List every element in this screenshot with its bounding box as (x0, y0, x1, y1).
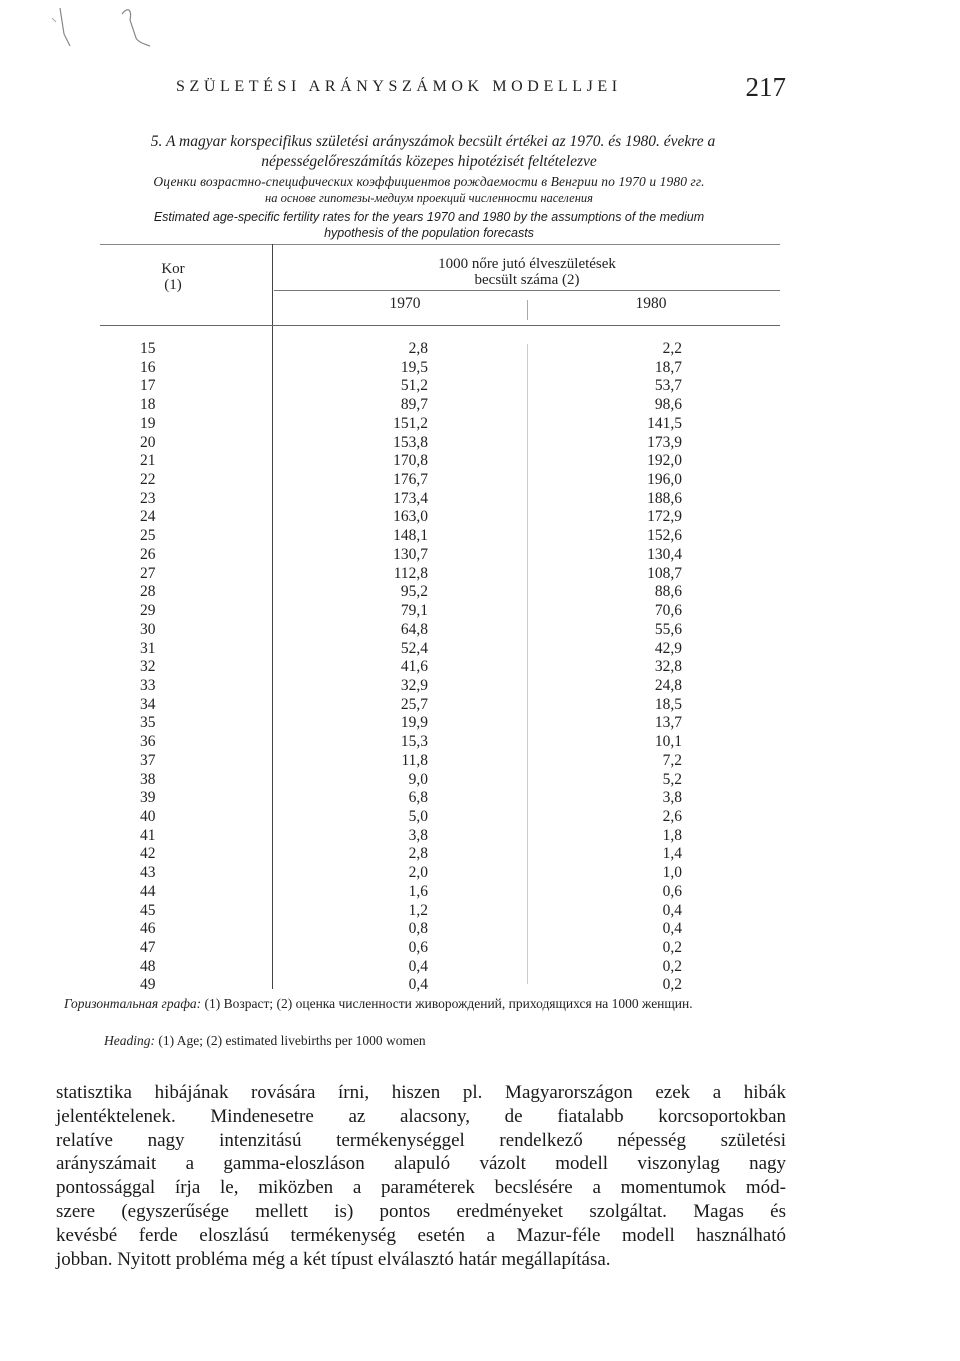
value-1970-cell: 52,4 (400, 639, 428, 657)
value-1980-cell: 53,7 (654, 377, 682, 395)
body-line: relatíve nagy intenzitású termékenységgel rendelkező népesség születési (56, 1129, 786, 1151)
value-1980-cell: 32,8 (654, 658, 682, 676)
age-cell: 15 (140, 340, 156, 357)
table-row (100, 771, 780, 790)
table-row (100, 902, 780, 921)
table-top-rule (100, 244, 780, 245)
page-number: 217 (745, 72, 786, 102)
caption-english-line-1: Estimated age-specific fertility rates for the years 1970 and 1980 by the assumptions of the medium (153, 210, 705, 224)
value-1980-cell: 7,2 (662, 751, 682, 769)
value-1980-cell: 1,8 (662, 826, 682, 844)
header-livebirths (382, 256, 672, 288)
fertility-table (100, 244, 780, 994)
value-1980-cell: 1,0 (662, 864, 682, 882)
header-age (140, 261, 206, 293)
header-1970: 1970 (389, 295, 421, 312)
age-cell: 33 (140, 676, 156, 694)
value-1970-cell: 15,3 (400, 733, 428, 751)
value-1970-cell: 151,2 (393, 414, 428, 432)
value-1980-cell: 10,1 (654, 733, 682, 751)
value-1970-cell: 25,7 (400, 695, 428, 713)
caption-hungarian-line-2: népességelőreszámítás közepes hipotézisét feltételezve (261, 153, 597, 170)
value-1970-cell: 19,9 (400, 714, 428, 732)
table-row (100, 733, 780, 752)
table-row (100, 845, 780, 864)
age-cell: 17 (140, 377, 156, 395)
table-row (100, 602, 780, 621)
age-cell: 31 (140, 639, 156, 657)
value-1970-cell: 6,8 (408, 789, 428, 807)
value-1980-cell: 13,7 (654, 714, 682, 732)
table-row (100, 434, 780, 453)
table-row (100, 359, 780, 378)
table-row (100, 508, 780, 527)
table-body (100, 340, 780, 995)
table-row (100, 677, 780, 696)
table-header-bottom-rule (100, 325, 780, 326)
age-cell: 43 (140, 864, 156, 882)
value-1980-cell: 0,4 (662, 920, 682, 938)
age-cell: 40 (140, 807, 156, 825)
age-cell: 23 (140, 489, 156, 507)
header-livebirths-line-1: 1000 nőre jutó élveszületések (438, 256, 616, 272)
value-1970-cell: 0,6 (408, 939, 428, 956)
value-1970-cell: 19,5 (400, 358, 428, 376)
age-cell: 19 (140, 414, 156, 432)
table-row (100, 658, 780, 677)
value-1970-cell: 163,0 (393, 508, 428, 526)
age-cell: 18 (140, 396, 156, 414)
value-1970-cell: 41,6 (400, 658, 428, 676)
table-row (100, 976, 780, 995)
age-cell: 37 (140, 751, 156, 769)
value-1980-cell: 152,6 (647, 527, 682, 545)
age-cell: 34 (140, 695, 156, 713)
value-1970-cell: 1,6 (408, 882, 428, 900)
value-1980-cell: 42,9 (654, 639, 682, 657)
table-row (100, 452, 780, 471)
value-1970-cell: 2,8 (408, 340, 428, 357)
age-cell: 35 (140, 714, 156, 732)
value-1980-cell: 130,4 (647, 545, 682, 563)
table-row (100, 864, 780, 883)
caption-hungarian-line-1: 5. A magyar korspecifikus születési arányszámok becsült értékei az 1970. és 1980. évekre a (150, 133, 716, 150)
table-caption-english (44, 209, 814, 241)
age-cell: 24 (140, 508, 156, 526)
value-1980-cell: 172,9 (647, 508, 682, 526)
body-line: kevésbé ferde eloszlású termékenység esetén a Mazur-féle modell használható (56, 1224, 786, 1246)
age-cell: 44 (140, 882, 156, 900)
value-1980-cell: 2,2 (662, 340, 682, 357)
value-1970-cell: 9,0 (408, 770, 428, 788)
age-cell: 28 (140, 583, 156, 601)
value-1980-cell: 24,8 (654, 676, 682, 694)
age-cell: 45 (140, 901, 156, 919)
table-row (100, 546, 780, 565)
value-1980-cell: 0,6 (662, 882, 682, 900)
body-line: arányszámait a gamma-eloszláson alapuló vázolt modell viszonylag nagy (56, 1153, 786, 1175)
table-row (100, 883, 780, 902)
body-line: jelentéktelenek. Mindenesetre az alacsony, de fiatalabb korcsoportokban (56, 1105, 786, 1127)
age-cell: 21 (140, 452, 156, 470)
margin-pencil-marks (40, 0, 170, 80)
body-line: jobban. Nyitott probléma még a két típust elválasztó határ megállapítása. (56, 1248, 611, 1270)
value-1980-cell: 173,9 (647, 433, 682, 451)
value-1980-cell: 0,2 (662, 976, 682, 994)
value-1980-cell: 0,4 (662, 901, 682, 919)
value-1970-cell: 0,4 (408, 976, 428, 994)
value-1970-cell: 11,8 (401, 751, 428, 769)
age-cell: 20 (140, 433, 156, 451)
value-1970-cell: 95,2 (400, 583, 428, 601)
value-1980-cell: 5,2 (662, 770, 682, 788)
table-row (100, 340, 780, 359)
header-livebirths-line-2: becsült száma (2) (474, 272, 580, 288)
table-row (100, 920, 780, 939)
table-row (100, 490, 780, 509)
table-row (100, 958, 780, 977)
value-1970-cell: 2,8 (408, 845, 428, 863)
value-1970-cell: 89,7 (400, 396, 428, 414)
value-1980-cell: 55,6 (654, 620, 682, 638)
age-cell: 36 (140, 733, 156, 751)
value-1970-cell: 64,8 (400, 620, 428, 638)
age-cell: 49 (140, 976, 156, 994)
header-age-label: Kor (161, 261, 185, 277)
body-line: szere (egyszerűsége mellett is) pontos eredményeket szolgáltat. Magas és (56, 1200, 786, 1222)
value-1970-cell: 1,2 (408, 901, 428, 919)
age-cell: 48 (140, 957, 156, 975)
age-cell: 22 (140, 471, 156, 489)
value-1970-cell: 148,1 (393, 527, 428, 545)
value-1970-cell: 112,8 (393, 564, 428, 582)
age-cell: 16 (140, 358, 156, 376)
value-1970-cell: 0,4 (408, 957, 428, 975)
value-1970-cell: 51,2 (400, 377, 428, 395)
running-title: SZÜLETÉSI ARÁNYSZÁMOK MODELLJEI (176, 78, 622, 95)
value-1980-cell: 108,7 (647, 564, 682, 582)
age-cell: 32 (140, 658, 156, 676)
footnote-english (104, 1032, 794, 1049)
value-1980-cell: 0,2 (662, 957, 682, 975)
value-1970-cell: 32,9 (400, 676, 428, 694)
value-1970-cell: 130,7 (393, 545, 428, 563)
table-row (100, 827, 780, 846)
value-1970-cell: 0,8 (408, 920, 428, 938)
table-header-divider (274, 290, 780, 291)
age-cell: 46 (140, 920, 156, 938)
table-row (100, 565, 780, 584)
header-1980: 1980 (635, 295, 667, 312)
body-line: statisztika hibájának rovására írni, hiszen pl. Magyarországon ezek a hibák (56, 1082, 786, 1103)
value-1980-cell: 18,7 (654, 358, 682, 376)
age-cell: 47 (140, 939, 156, 956)
footnote-russian-label: Горизонтальная графа: (64, 996, 202, 1011)
value-1980-cell: 192,0 (647, 452, 682, 470)
value-1980-cell: 70,6 (654, 602, 682, 620)
table-row (100, 415, 780, 434)
body-line: pontossággal írja le, miközben a paraméterek becslésére a momentumok mód- (56, 1177, 786, 1199)
header-age-note: (1) (164, 277, 182, 293)
table-row (100, 471, 780, 490)
caption-russian-line-1: Оценки возрастно-специфических коэффициентов рождаемости в Венгрии по 1970 и 1980 гг. (153, 174, 705, 189)
footnote-english-text: (1) Age; (2) estimated livebirths per 1000 women (158, 1033, 426, 1048)
footnote-english-label: Heading: (104, 1033, 155, 1048)
running-head (176, 70, 786, 110)
value-1970-cell: 176,7 (393, 471, 428, 489)
value-1980-cell: 18,5 (654, 695, 682, 713)
age-cell: 26 (140, 545, 156, 563)
value-1970-cell: 170,8 (393, 452, 428, 470)
table-row (100, 696, 780, 715)
footnote-russian-text: (1) Возраст; (2) оценка численности живорождений, приходящихся на 1000 женщин. (204, 996, 693, 1011)
table-row (100, 640, 780, 659)
age-cell: 38 (140, 770, 156, 788)
value-1970-cell: 153,8 (393, 433, 428, 451)
age-cell: 30 (140, 620, 156, 638)
value-1980-cell: 2,6 (662, 807, 682, 825)
table-row (100, 396, 780, 415)
table-row (100, 714, 780, 733)
value-1970-cell: 79,1 (400, 602, 428, 620)
caption-english-line-2: hypothesis of the population forecasts (324, 226, 534, 240)
table-row (100, 789, 780, 808)
value-1980-cell: 188,6 (647, 489, 682, 507)
caption-russian-line-2: на основе гипотезы-медиум проекций численности населения (265, 191, 593, 205)
value-1980-cell: 3,8 (662, 789, 682, 807)
value-1980-cell: 1,4 (662, 845, 682, 863)
value-1970-cell: 173,4 (393, 489, 428, 507)
body-paragraph (56, 1081, 786, 1271)
value-1980-cell: 196,0 (647, 471, 682, 489)
table-row (100, 377, 780, 396)
value-1980-cell: 88,6 (654, 583, 682, 601)
value-1970-cell: 5,0 (408, 807, 428, 825)
value-1980-cell: 141,5 (647, 414, 682, 432)
age-cell: 39 (140, 789, 156, 807)
value-1970-cell: 3,8 (408, 826, 428, 844)
table-row (100, 752, 780, 771)
table-row (100, 939, 780, 958)
age-cell: 42 (140, 845, 156, 863)
value-1970-cell: 2,0 (408, 864, 428, 882)
age-cell: 27 (140, 564, 156, 582)
year-column-divider (527, 300, 528, 320)
footnote-russian (64, 995, 754, 1012)
age-cell: 25 (140, 527, 156, 545)
table-row (100, 808, 780, 827)
value-1980-cell: 98,6 (654, 396, 682, 414)
value-1980-cell: 0,2 (662, 939, 682, 956)
table-row (100, 583, 780, 602)
table-row (100, 621, 780, 640)
table-caption-russian (44, 174, 814, 206)
table-row (100, 527, 780, 546)
table-caption-hungarian (44, 132, 814, 172)
age-cell: 29 (140, 602, 156, 620)
age-cell: 41 (140, 826, 156, 844)
